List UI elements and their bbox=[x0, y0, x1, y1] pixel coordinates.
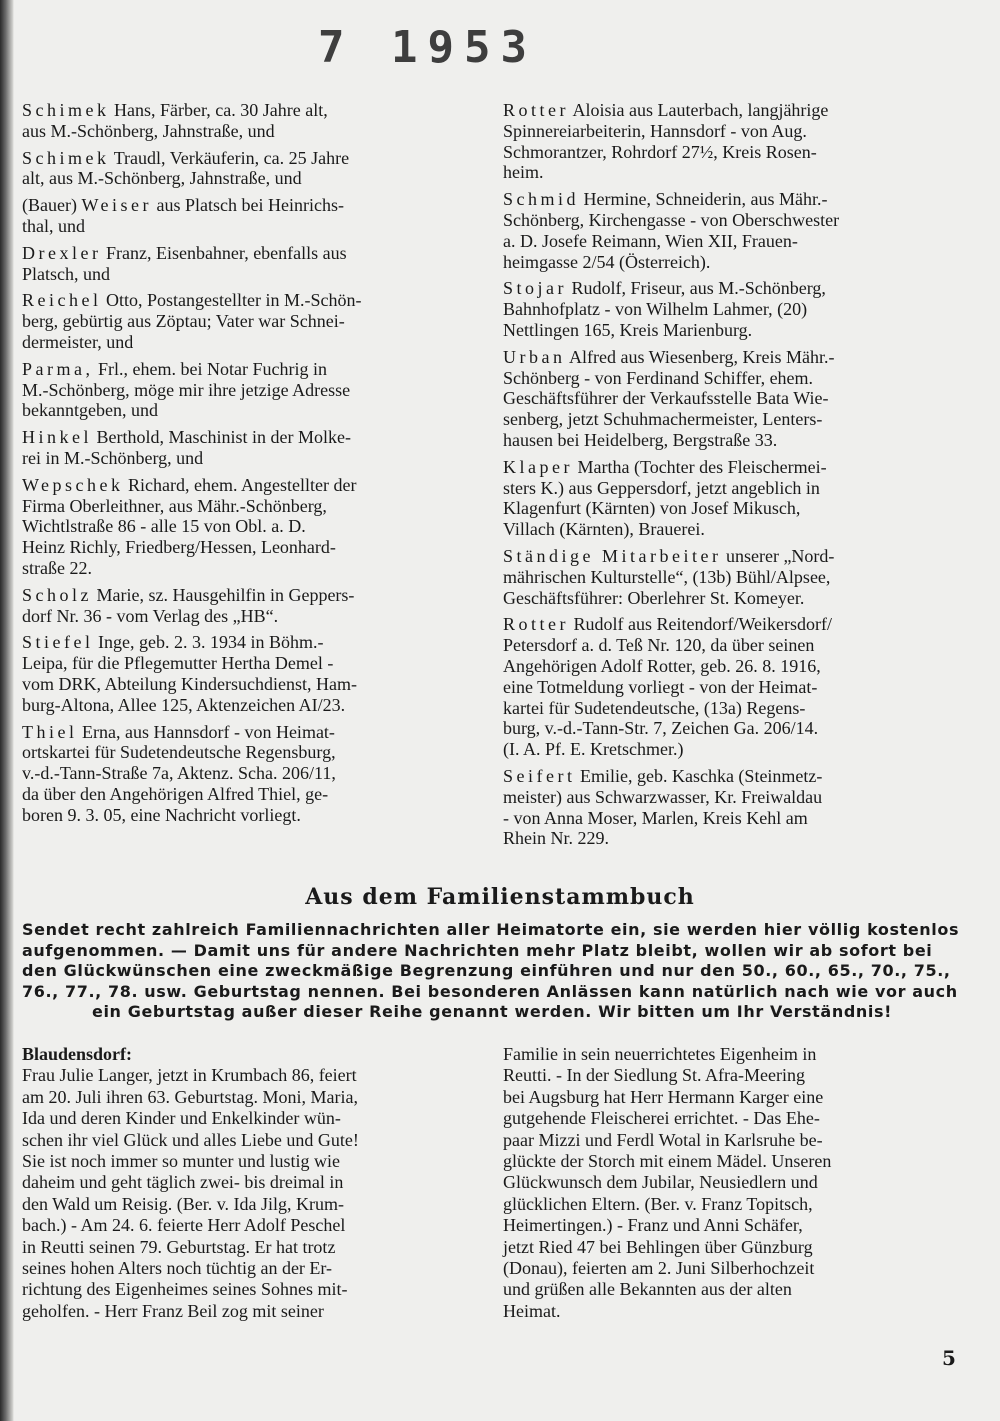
search-entry bbox=[503, 189, 953, 272]
entry-line: Leipa, für die Pflegemutter Hertha Demel - bbox=[22, 653, 334, 674]
entry-line: heimgasse 2/54 (Österreich). bbox=[503, 251, 711, 272]
paragraph-line: daheim und geht täglich zwei- bis dreimal in bbox=[22, 1172, 344, 1193]
notice-line: den Glückwünschen eine zweckmäßige Begrenzung einführen und nur den 50., 60., 65., 70., 75., bbox=[22, 961, 951, 980]
entry-surname: Wepschek bbox=[22, 474, 124, 495]
entry-line: Geschäftsführer der Verkaufsstelle Bata Wie- bbox=[503, 388, 829, 409]
entry-text: Hans, Färber, ca. 30 Jahre alt, bbox=[114, 100, 328, 120]
entry-line: da über den Angehörigen Alfred Thiel, ge- bbox=[22, 783, 329, 804]
search-entry bbox=[22, 243, 470, 285]
entry-line bbox=[503, 347, 953, 368]
entry-line bbox=[22, 195, 470, 216]
entry-surname: Drexler bbox=[22, 242, 102, 263]
search-entry bbox=[22, 359, 470, 421]
search-entry bbox=[22, 148, 470, 190]
paragraph-line: seines hohen Alters noch tüchtig an der Er- bbox=[22, 1258, 333, 1279]
entry-surname: Stojar bbox=[503, 278, 567, 299]
entry-surname: Ständige Mitarbeiter bbox=[503, 545, 722, 566]
right-column bbox=[503, 100, 953, 855]
entry-surname: Schmid bbox=[503, 189, 580, 210]
paragraph-line: schen ihr viel Glück und alles Liebe und Gute! bbox=[22, 1129, 359, 1150]
entry-line: dermeister, und bbox=[22, 331, 134, 352]
entry-line bbox=[503, 457, 953, 478]
entry-surname: Stiefel bbox=[22, 632, 94, 653]
search-entry bbox=[503, 766, 953, 849]
entry-text: Richard, ehem. Angestellter der bbox=[128, 474, 357, 495]
paragraph-line: in Reutti seinen 79. Geburtstag. Er hat trotz bbox=[22, 1236, 336, 1257]
entry-line: senberg, jetzt Schuhmachermeister, Lenters- bbox=[503, 409, 823, 430]
entry-line: Nettlingen 165, Kreis Marienburg. bbox=[503, 319, 753, 340]
entry-line: thal, und bbox=[22, 215, 85, 236]
place-heading: Blaudensdorf: bbox=[22, 1044, 133, 1064]
page-number: 5 bbox=[942, 1346, 956, 1370]
entry-line bbox=[503, 100, 953, 121]
entry-line bbox=[22, 359, 470, 380]
entry-line: boren 9. 3. 05, eine Nachricht vorliegt. bbox=[22, 804, 301, 825]
search-entry bbox=[22, 427, 470, 469]
entry-line: Petersdorf a. d. Teß Nr. 120, da über seinen bbox=[503, 635, 815, 656]
entry-text: Inge, geb. 2. 3. 1934 in Böhm.- bbox=[98, 632, 324, 653]
paragraph-line: den Wald um Reisig. (Ber. v. Ida Jilg, Krum- bbox=[22, 1193, 345, 1214]
search-entry bbox=[503, 614, 953, 760]
paragraph-line: (Donau), feierten am 2. Juni Silberhochzeit bbox=[503, 1258, 815, 1279]
entry-text: Marie, sz. Hausgehilfin in Geppers- bbox=[96, 584, 355, 605]
paragraph-line: glücklichen Eltern. (Ber. v. Franz Topitsch, bbox=[503, 1193, 813, 1214]
entry-line: Bahnhofplatz - von Wilhelm Lahmer, (20) bbox=[503, 299, 808, 320]
search-entry bbox=[503, 278, 953, 340]
notice-line: Sendet recht zahlreich Familiennachrichten aller Heimatorte ein, sie werden hier völlig kostenlos bbox=[22, 920, 960, 939]
entry-line: meister) aus Schwarzwasser, Kr. Freiwaldau bbox=[503, 786, 823, 807]
search-entry bbox=[503, 347, 953, 451]
entry-line: Villach (Kärnten), Brauerei. bbox=[503, 519, 705, 540]
notice-line: ein Geburtstag außer dieser Reihe genannt werden. Wir bitten um Ihr Verständnis! bbox=[92, 1002, 892, 1021]
paragraph-line: bach.) - Am 24. 6. feierte Herr Adolf Peschel bbox=[22, 1215, 346, 1236]
entry-line: mährischen Kulturstelle“, (13b) Bühl/Alpsee, bbox=[503, 566, 831, 587]
search-entry bbox=[503, 100, 953, 183]
entry-line: Angehörigen Adolf Rotter, geb. 26. 8. 1916, bbox=[503, 655, 821, 676]
paragraph-line: Glückwunsch dem Jubilar, Neusiedlern und bbox=[503, 1172, 818, 1193]
entry-text: Traudl, Verkäuferin, ca. 25 Jahre bbox=[113, 147, 350, 168]
search-entry bbox=[22, 722, 470, 826]
entry-text: Otto, Postangestellter in M.-Schön- bbox=[105, 290, 362, 311]
entry-text: Emilie, geb. Kaschka (Steinmetz- bbox=[579, 765, 823, 786]
paragraph-line: und grüßen alle Bekannten aus der alten bbox=[503, 1279, 792, 1300]
entry-surname: Rotter bbox=[503, 614, 569, 635]
paragraph-line: Frau Julie Langer, jetzt in Krumbach 86, feiert bbox=[22, 1065, 357, 1086]
entry-line: burg-Altona, Allee 125, Aktenzeichen AI/23. bbox=[22, 694, 346, 715]
entry-line bbox=[22, 427, 470, 448]
entry-text: Frl., ehem. bei Notar Fuchrig in bbox=[97, 358, 327, 379]
entry-surname: Parma, bbox=[22, 358, 94, 379]
entry-line: Schmorantzer, Rohrdorf 27½, Kreis Rosen- bbox=[503, 141, 817, 162]
entry-text: unserer „Nord- bbox=[725, 545, 835, 566]
entry-text: Aloisia aus Lauterbach, langjährige bbox=[572, 100, 829, 120]
entry-surname: Seifert bbox=[503, 765, 576, 786]
entry-line: Heinz Richly, Friedberg/Hessen, Leonhard- bbox=[22, 537, 336, 558]
entry-line bbox=[22, 243, 470, 264]
entry-line: Spinnereiarbeiterin, Hannsdorf - von Aug. bbox=[503, 120, 807, 141]
notice-line: 76., 77., 78. usw. Geburtstag nennen. Bei besonderen Anlässen kann natürlich nach wie vor auch bbox=[22, 981, 958, 1001]
entry-surname: Rotter bbox=[503, 100, 569, 120]
paragraph-line: glückte der Storch mit einem Mädel. Unseren bbox=[503, 1151, 832, 1172]
search-entry bbox=[22, 475, 470, 579]
entry-line: Rhein Nr. 229. bbox=[503, 828, 609, 849]
entry-line: burg, v.-d.-Tann-Str. 7, Zeichen Ga. 206/14. bbox=[503, 718, 819, 739]
search-entry bbox=[22, 632, 470, 715]
section-title: Aus dem Familienstammbuch bbox=[305, 884, 695, 910]
search-entry bbox=[503, 457, 953, 540]
left-column bbox=[22, 100, 470, 832]
entry-line bbox=[503, 278, 953, 299]
entry-line bbox=[22, 290, 470, 311]
entry-text: Rudolf, Friseur, aus M.-Schönberg, bbox=[571, 278, 826, 299]
entry-text: Berthold, Maschinist in der Molke- bbox=[96, 427, 351, 448]
entry-line: eine Totmeldung vorliegt - von der Heimat- bbox=[503, 676, 818, 697]
paragraph-line: Heimat. bbox=[503, 1300, 561, 1321]
entry-line: rei in M.-Schönberg, und bbox=[22, 447, 204, 468]
entry-line: a. D. Josefe Reimann, Wien XII, Frauen- bbox=[503, 230, 798, 251]
search-entry bbox=[22, 585, 470, 627]
entry-text: Alfred aus Wiesenberg, Kreis Mähr.- bbox=[569, 346, 835, 367]
entry-text: aus Platsch bei Heinrichs- bbox=[156, 195, 344, 216]
entry-surname: Urban bbox=[503, 346, 566, 367]
section-notice bbox=[22, 920, 962, 1023]
entry-line: ortskartei für Sudetendeutsche Regensburg, bbox=[22, 742, 336, 763]
paragraph-line: richtung des Eigenheimes seines Sohnes mit- bbox=[22, 1279, 348, 1300]
entry-line bbox=[22, 475, 470, 496]
paragraph-line: Reutti. - In der Siedlung St. Afra-Meering bbox=[503, 1065, 805, 1086]
entry-line bbox=[22, 585, 470, 606]
entry-surname: Hinkel bbox=[22, 427, 92, 448]
paragraph-line: Ida und deren Kinder und Enkelkinder wün- bbox=[22, 1108, 341, 1129]
entry-surname: Klaper bbox=[503, 456, 573, 477]
entry-surname: Schimek bbox=[22, 100, 110, 120]
entry-text: Martha (Tochter des Fleischermei- bbox=[577, 456, 827, 477]
bottom-right-column bbox=[503, 1044, 955, 1322]
bottom-left-column bbox=[22, 1044, 470, 1322]
search-entry bbox=[22, 290, 470, 352]
entry-line: (I. A. Pf. E. Kretschmer.) bbox=[503, 739, 684, 760]
entry-line: Wichtlstraße 86 - alle 15 von Obl. a. D. bbox=[22, 516, 306, 537]
entry-line: berg, gebürtig aus Zöptau; Vater war Schnei- bbox=[22, 311, 345, 332]
entry-line: dorf Nr. 36 - vom Verlag des „HB“. bbox=[22, 605, 279, 626]
notice-line: aufgenommen. — Damit uns für andere Nachrichten mehr Platz bleibt, wollen wir ab sofort bei bbox=[22, 940, 933, 960]
entry-line: sters K.) aus Geppersdorf, jetzt angeblich in bbox=[503, 477, 820, 498]
entry-line bbox=[503, 614, 953, 635]
entry-line: - von Anna Moser, Marlen, Kreis Kehl am bbox=[503, 807, 808, 828]
paragraph-line: am 20. Juli ihren 63. Geburtstag. Moni, Maria, bbox=[22, 1086, 358, 1107]
entry-line: kartei für Sudetendeutsche, (13a) Regens- bbox=[503, 697, 806, 718]
paragraph-line: Sie ist noch immer so munter und lustig wie bbox=[22, 1151, 340, 1172]
entry-surname: Reichel bbox=[22, 290, 102, 311]
entry-text: Rudolf aus Reitendorf/Weikersdorf/ bbox=[573, 614, 832, 635]
page-binding-shadow bbox=[0, 0, 14, 1421]
search-entry bbox=[22, 195, 470, 237]
entry-line bbox=[22, 100, 470, 121]
entry-line: aus M.-Schönberg, Jahnstraße, und bbox=[22, 120, 275, 141]
entry-line: Klagenfurt (Kärnten) von Josef Mikusch, bbox=[503, 498, 801, 519]
entry-line: Firma Oberleithner, aus Mähr.-Schönberg, bbox=[22, 495, 327, 516]
entry-line: bekanntgeben, und bbox=[22, 400, 158, 421]
entry-line: alt, aus M.-Schönberg, Jahnstraße, und bbox=[22, 168, 302, 189]
paragraph-line: jetzt Ried 47 bei Behlingen über Günzburg bbox=[503, 1236, 813, 1257]
paragraph-line: bei Augsburg hat Herr Hermann Karger eine bbox=[503, 1086, 824, 1107]
paragraph-line: geholfen. - Herr Franz Beil zog mit seiner bbox=[22, 1300, 324, 1321]
entry-prefix: (Bauer) bbox=[22, 195, 77, 216]
date-stamp: 7 1953 bbox=[318, 22, 537, 73]
entry-line bbox=[22, 148, 470, 169]
entry-line: Platsch, und bbox=[22, 263, 110, 284]
paragraph-line: gutgehende Fleischerei errichtet. - Das Ehe- bbox=[503, 1108, 820, 1129]
entry-text: Hermine, Schneiderin, aus Mähr.- bbox=[583, 189, 828, 210]
entry-line: hausen bei Heidelberg, Bergstraße 33. bbox=[503, 429, 778, 450]
entry-line bbox=[503, 766, 953, 787]
paragraph-line: Heimertingen.) - Franz und Anni Schäfer, bbox=[503, 1215, 803, 1236]
entry-line: straße 22. bbox=[22, 557, 92, 578]
entry-line bbox=[503, 546, 953, 567]
entry-surname: Weiser bbox=[81, 195, 152, 216]
entry-line: M.-Schönberg, möge mir ihre jetzige Adresse bbox=[22, 379, 351, 400]
entry-surname: Scholz bbox=[22, 584, 92, 605]
entry-text: Franz, Eisenbahner, ebenfalls aus bbox=[105, 242, 347, 263]
entry-line: vom DRK, Abteilung Kindersuchdienst, Ham- bbox=[22, 673, 357, 694]
entry-surname: Thiel bbox=[22, 721, 78, 742]
entry-line bbox=[503, 189, 953, 210]
search-entry bbox=[503, 546, 953, 608]
entry-line bbox=[22, 632, 470, 653]
entry-line bbox=[22, 722, 470, 743]
paragraph-line: paar Mizzi und Ferdl Wotal in Karlsruhe be- bbox=[503, 1129, 823, 1150]
entry-line: v.-d.-Tann-Straße 7a, Aktenz. Scha. 206/11, bbox=[22, 763, 336, 784]
entry-text: Erna, aus Hannsdorf - von Heimat- bbox=[82, 721, 335, 742]
entry-line: Schönberg - von Ferdinand Schiffer, ehem. bbox=[503, 367, 814, 388]
entry-line: Schönberg, Kirchengasse - von Oberschwester bbox=[503, 209, 840, 230]
paragraph-line: Familie in sein neuerrichtetes Eigenheim in bbox=[503, 1044, 817, 1064]
entry-line: heim. bbox=[503, 162, 544, 183]
entry-surname: Schimek bbox=[22, 147, 110, 168]
search-entry bbox=[22, 100, 470, 142]
entry-line: Geschäftsführer: Oberlehrer St. Komeyer. bbox=[503, 587, 805, 608]
